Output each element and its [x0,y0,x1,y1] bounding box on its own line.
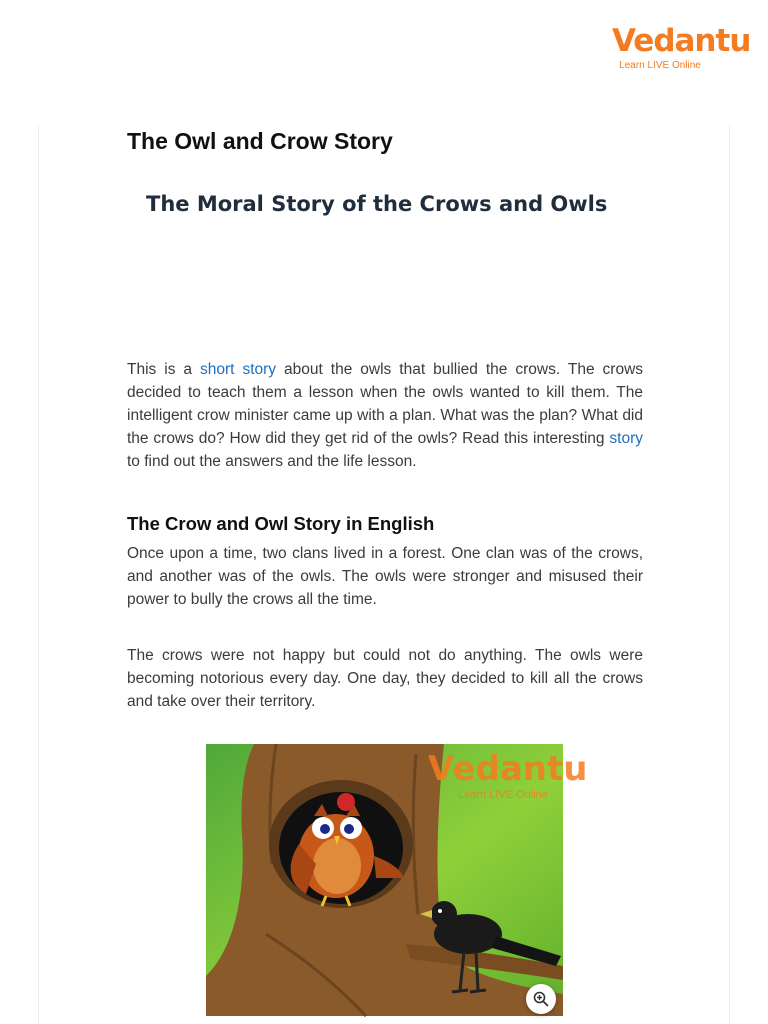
content-frame-left-border [38,126,39,1024]
section-heading: The Crow and Owl Story in English [127,513,435,534]
page-title: The Owl and Crow Story [127,128,393,154]
illustration-drawing [206,744,588,1016]
story-paragraph-2: The crows were not happy but could not do anything. The owls were becoming notorious every day. One day, they decided to kill all the crows and take over their territory. [127,647,643,710]
illustration-watermark: Vedantu [428,749,588,789]
vedantu-logo[interactable] [612,22,751,72]
story-paragraph-1: Once upon a time, two clans lived in a forest. One clan was of the crows, and another was of the owls. The owls were stronger and misused their power to bully the crows all the time. [127,545,643,608]
logo-wordmark: Vedantu [612,23,751,59]
intro-paragraph [127,358,643,473]
story-link[interactable]: story [609,430,643,447]
moral-story-title: The Moral Story of the Crows and Owls [146,192,608,216]
intro-text-2: about the owls that bullied the crows. The crows decided to teach them a lesson when the owls wanted to kill them. The intelligent crow minister came up with a plan. What was the plan? What did the crows do? How did they get rid of the owls? Read this interesting [127,361,644,447]
intro-text-1: This is a [127,361,201,378]
zoom-button[interactable] [526,984,556,1014]
illustration-watermark-tagline: Learn LIVE Online [458,789,548,801]
logo-tagline: Learn LIVE Online [619,60,701,71]
intro-text-3: to find out the answers and the life lesson. [127,453,417,470]
short-story-link[interactable]: short story [200,361,277,378]
owl-crow-illustration [206,744,588,1016]
content-frame-right-border [729,126,730,1024]
zoom-in-icon [533,991,549,1007]
